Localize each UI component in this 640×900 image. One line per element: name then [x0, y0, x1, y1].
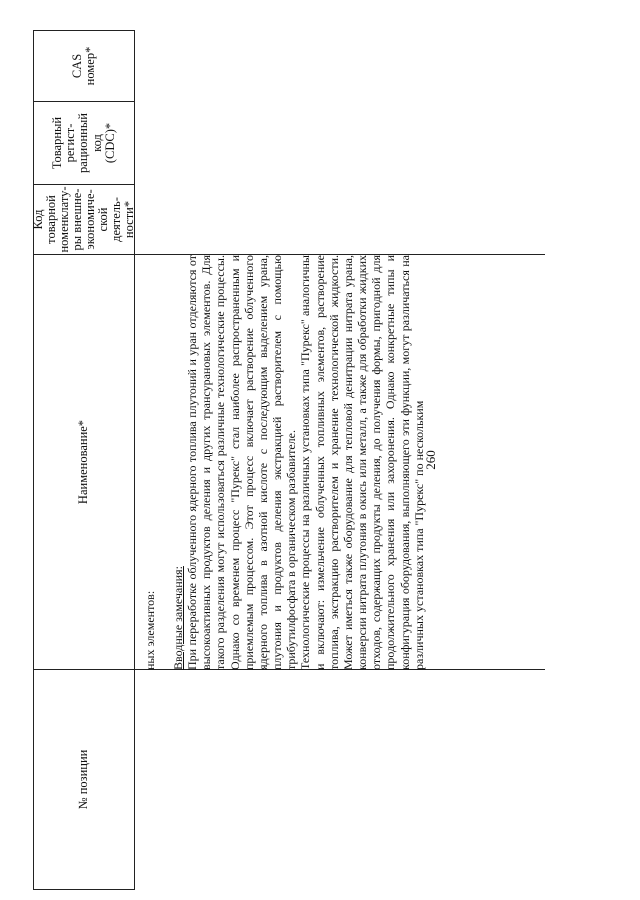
notes-paragraph: При переработке облученного ядерного топлива плутоний и уран отделяются от высокоактивных продуктов деления и других трансурановых элементов. Для такого разделения могут использоваться различные технологические процессы. Однако со временем процесс "Пурекс" стал наиболее распространенным и приемлемым процессом. Этот процесс включает растворение облученного ядерного топлива в азотной кислоте с последующим выделением урана, плутония и продуктов деления экстракцией растворителем с помощью трибутилфосфата в органическом разбавителе. — [185, 255, 299, 670]
page-number: 260 — [423, 450, 438, 470]
notes-body — [171, 255, 426, 670]
rotated-table-sheet — [30, 30, 563, 890]
process-paragraph: Технологические процессы на различных установках типа "Пурекс" аналогичны и включают: измельчение облученных топливных элементов, растворение топлива, экстракцию растворителем и хранение технологической жидкости. Может иметься также оборудование для тепловой денитрации нитрата урана, конверсии нитрата плутония в окись или металл, а также для обработки жидких отходов, содержащих продукты деления, до получения формы, пригодной для продолжительного хранения или захоронения. Однако конкретные типы и конфигурация оборудования, выполняющего эти функции, могут различаться на различных установках типа "Пурекс" по нескольким — [298, 255, 426, 670]
table-header — [30, 30, 137, 890]
header-cas: CAS номер* — [69, 46, 97, 86]
header-position: № позиции — [34, 669, 134, 889]
notes-title: Вводные замечания: — [171, 566, 185, 670]
header-cdc: Товарный регист- рационный код (CDC)* — [34, 101, 134, 184]
header-fea-code: Код товарной номенклату- ры внешне- экономиче- ской деятель- ности* — [34, 184, 134, 254]
header-name: Наименование* — [34, 254, 134, 669]
continuation-text: ных элементов: — [143, 590, 157, 670]
